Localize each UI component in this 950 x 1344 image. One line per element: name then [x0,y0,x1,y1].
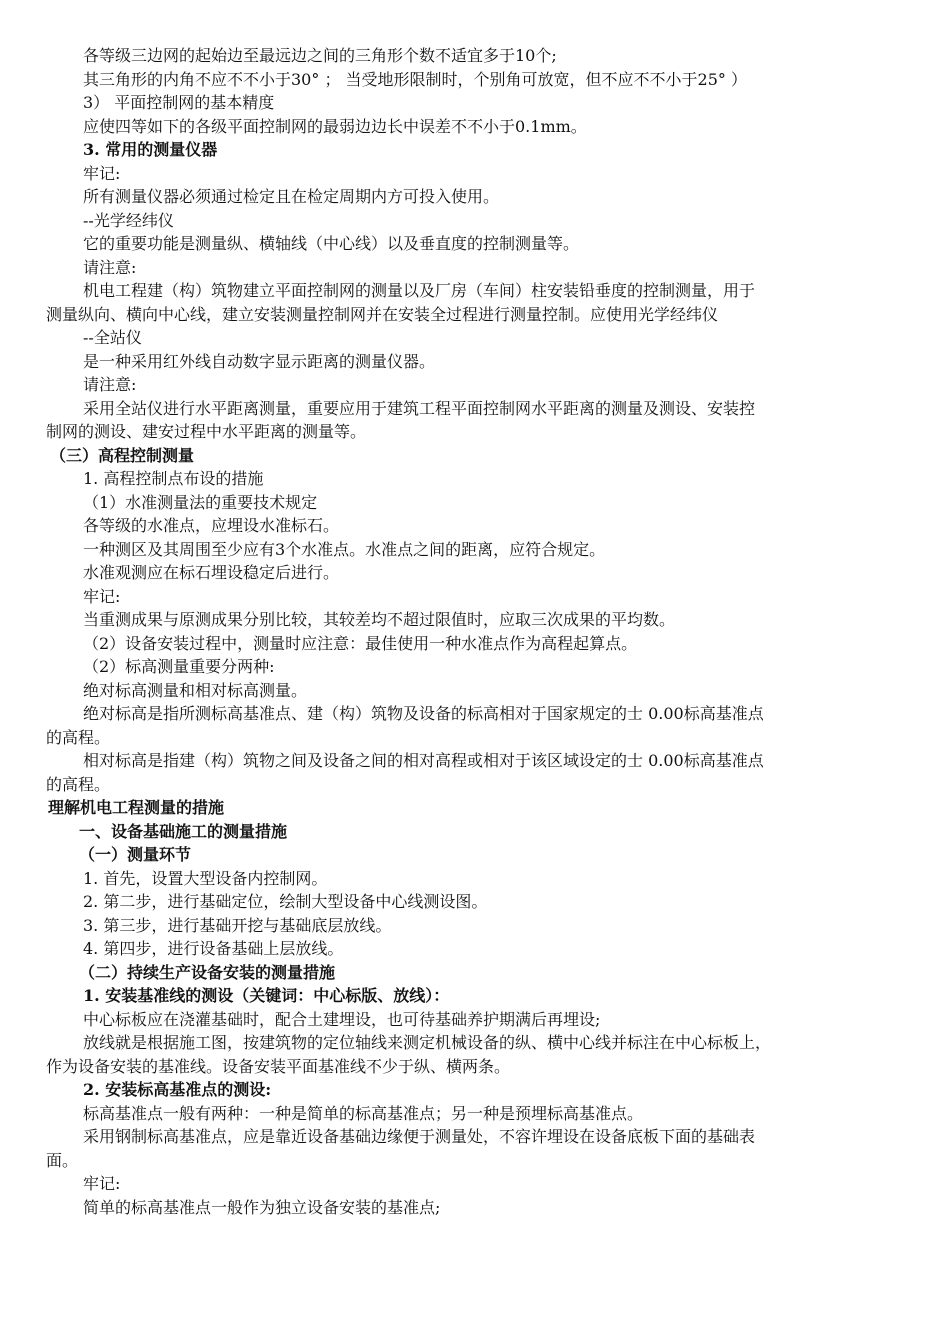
text-line: 测量纵向、横向中心线，建立安装测量控制网并在安装全过程进行测量控制。应使用光学经纬仪 [46,304,719,324]
text-line: 4. 第四步，进行设备基础上层放线。 [83,939,344,958]
text-line: 作为设备安装的基准线。设备安装平面基准线不少于纵、横两条。 [46,1056,511,1076]
text-line: 其三角形的内角不应不不小于30° ； 当受地形限制时，个别角可放宽，但不应不不小于25° ） [83,69,747,89]
text-line: 3. 第三步，进行基础开挖与基础底层放线。 [83,915,392,935]
text-line: 牢记: [83,1174,121,1193]
text-line: 制网的测设、建安过程中水平距离的测量等。 [46,422,367,441]
text-line: 它的重要功能是测量纵、横轴线（中心线）以及垂直度的控制测量等。 [83,234,580,253]
section-heading: 3. 常用的测量仪器 [83,140,218,159]
text-line: 是一种采用红外线自动数字显示距离的测量仪器。 [83,351,436,371]
text-line: 中心标板应在浇灌基础时，配合土建埋设，也可待基础养护期满后再埋设; [83,1009,601,1029]
section-heading: 1. 安装基准线的测设（关键词：中心标版、放线）： [83,986,450,1005]
text-line: 放线就是根据施工图，按建筑物的定位轴线来测定机械设备的纵、横中心线并标注在中心标板上， [83,1033,772,1052]
text-line: 机电工程建（构）筑物建立平面控制网的测量以及厂房（车间）柱安装铅垂度的控制测量，用于 [83,281,756,300]
text-line: 请注意: [83,375,137,394]
section-heading: 2. 安装标高基准点的测设: [83,1080,272,1099]
text-line: 采用全站仪进行水平距离测量，重要应用于建筑工程平面控制网水平距离的测量及测设、安装控 [83,398,756,418]
text-line: 的高程。 [46,727,111,747]
text-line: （1）水准测量法的重要技术规定 [83,492,318,512]
text-line: 简单的标高基准点一般作为独立设备安装的基准点; [83,1197,441,1217]
text-line: 相对标高是指建（构）筑物之间及设备之间的相对高程或相对于该区域设定的士 0.00标高基准点 [83,751,764,770]
text-line: 当重测成果与原测成果分别比较，其较差均不超过限值时，应取三次成果的平均数。 [83,610,676,629]
text-line: 绝对标高是指所测标高基准点、建（构）筑物及设备的标高相对于国家规定的士 0.00标高基准点 [83,704,764,723]
text-line: 所有测量仪器必须通过检定且在检定周期内方可投入使用。 [83,187,500,206]
text-line: 牢记: [83,163,121,183]
text-line: 2. 第二步，进行基础定位，绘制大型设备中心线测设图。 [83,892,488,911]
text-line: 1. 高程控制点布设的措施 [83,469,264,488]
section-heading: 一、设备基础施工的测量措施 [79,821,288,841]
text-line: （2）设备安装过程中，测量时应注意：最佳使用一种水准点作为高程起算点。 [83,633,638,653]
text-line: 应使四等如下的各级平面控制网的最弱边边长中误差不不小于0.1mm。 [83,116,587,136]
document-page [46,44,908,1219]
section-heading: （一）测量环节 [79,845,192,864]
text-line: 请注意: [83,257,137,277]
text-line: 面。 [46,1150,79,1170]
text-line: --光学经纬仪 [83,210,174,230]
text-line: 牢记: [83,586,121,606]
text-line: 各等级三边网的起始边至最远边之间的三角形个数不适宜多于10个; [83,46,557,65]
text-line: 1. 首先，设置大型设备内控制网。 [83,868,328,888]
text-line: 水准观测应在标石埋设稳定后进行。 [83,563,340,582]
text-line: 3） 平面控制网的基本精度 [83,93,275,112]
text-line: 绝对标高测量和相对标高测量。 [83,680,308,700]
section-heading: （三）高程控制测量 [50,445,195,465]
text-line: 的高程。 [46,774,111,794]
section-heading: （二）持续生产设备安装的测量措施 [79,962,336,982]
text-line: 标高基准点一般有两种：一种是简单的标高基准点；另一种是预埋标高基准点。 [83,1103,644,1123]
text-line: 一种测区及其周围至少应有3个水准点。水准点之间的距离，应符合规定。 [83,539,606,559]
text-line: --全站仪 [83,328,142,347]
text-line: 各等级的水准点，应埋设水准标石。 [83,516,340,535]
section-heading: 理解机电工程测量的措施 [48,798,225,817]
text-line: 采用钢制标高基准点，应是靠近设备基础边缘便于测量处，不容许埋设在设备底板下面的基础表 [83,1127,756,1146]
text-line: （2）标高测量重要分两种: [83,657,275,676]
